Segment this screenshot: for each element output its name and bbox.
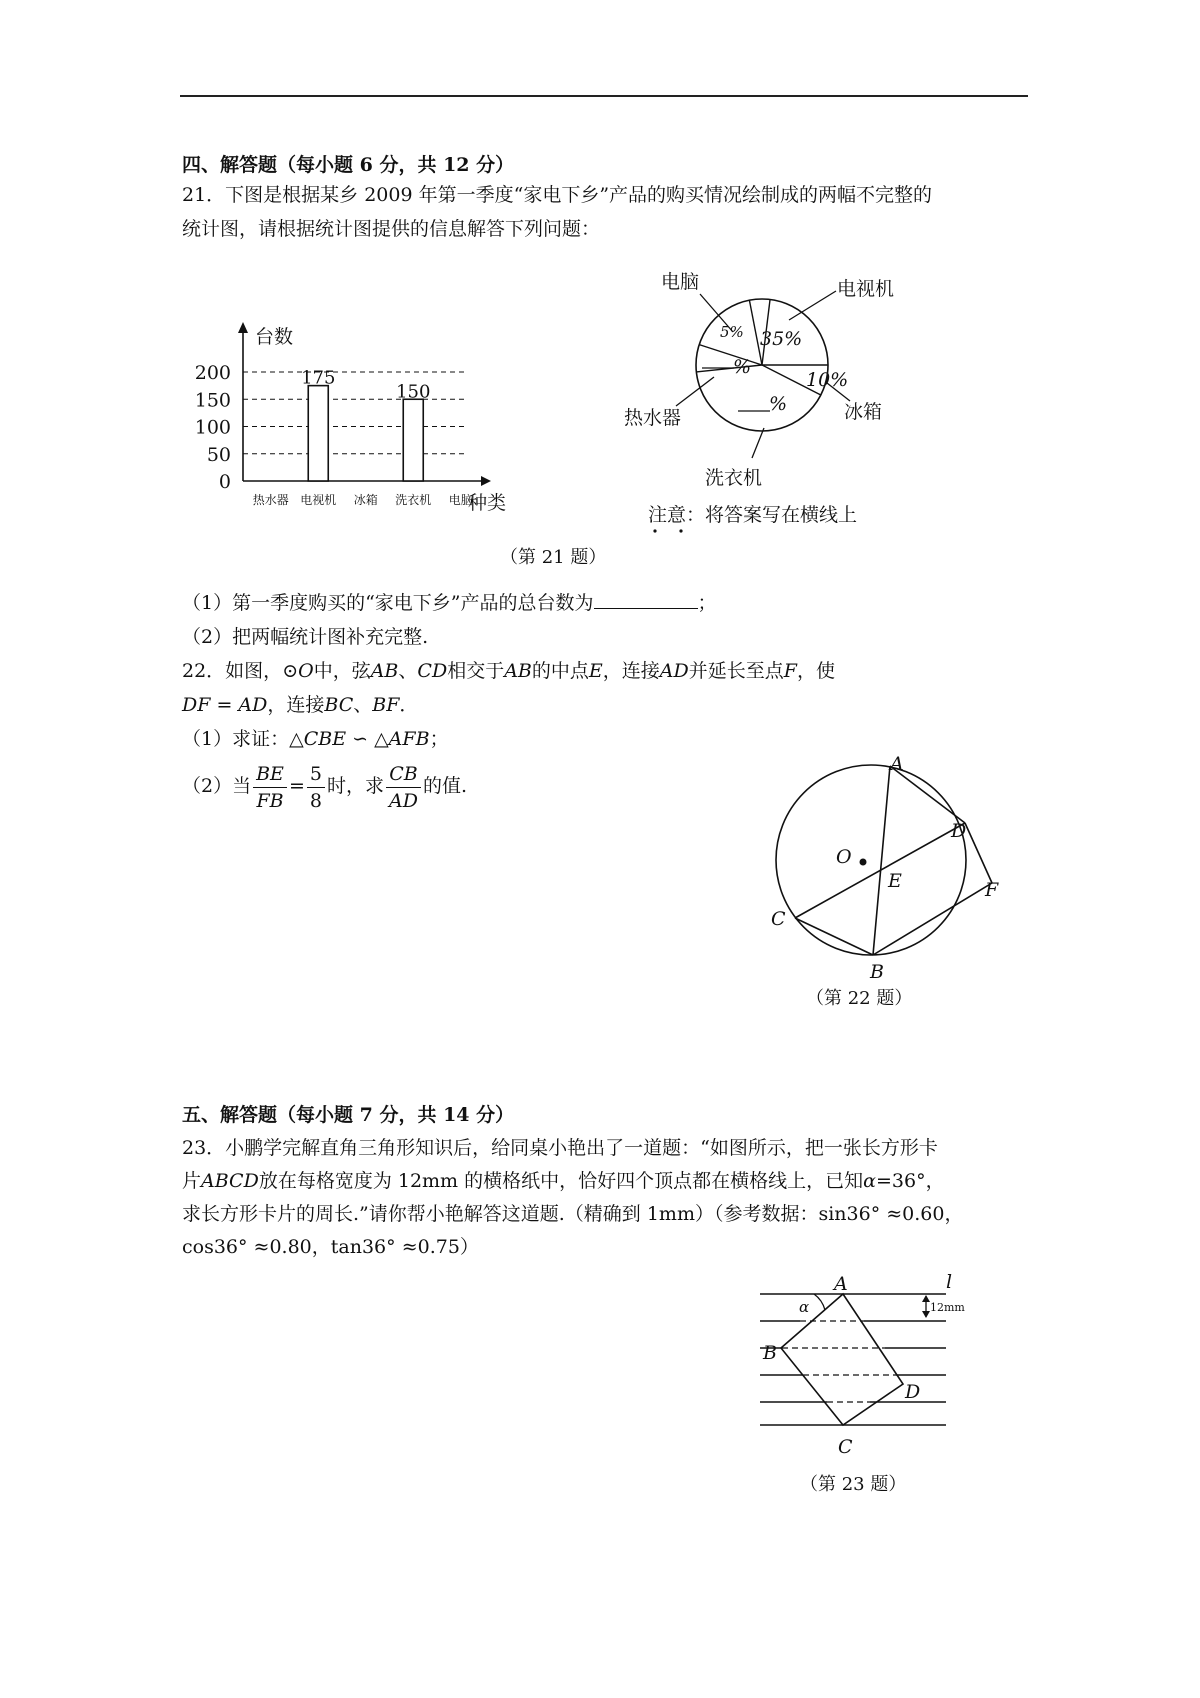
pie-note: 注意：将答案写在横线上 xyxy=(648,504,858,526)
q23-l2c: =36°， xyxy=(875,1170,945,1192)
pie-category-label: 冰箱 xyxy=(844,401,883,423)
q22-s-i: ． xyxy=(399,694,419,716)
q23-caption: （第 23 题） xyxy=(800,1474,907,1495)
x-tick-label: 电脑 xyxy=(448,493,473,507)
q22-s-a: 22．如图， xyxy=(182,660,283,682)
y-tick-label: 150 xyxy=(194,389,231,412)
label-alpha: α xyxy=(799,1298,810,1316)
pie-percent-label: 5% xyxy=(720,323,744,341)
q22-BF: BF xyxy=(372,694,400,716)
q22-caption: （第 22 题） xyxy=(806,988,913,1009)
label-C: C xyxy=(771,908,786,930)
q22-sep2: 、 xyxy=(353,694,373,716)
label-l: l xyxy=(946,1271,953,1293)
frac1-num: BE xyxy=(253,761,287,788)
label-F: F xyxy=(985,879,999,901)
pie-category-label: 热水器 xyxy=(624,407,682,429)
label-O: O xyxy=(836,846,852,868)
q22-s-e: ，连接 xyxy=(602,660,660,682)
q23-line4: cos36° ≈0.80，tan36° ≈0.75） xyxy=(182,1236,479,1258)
arrowhead-up xyxy=(922,1295,930,1302)
q22-s-d: 的中点 xyxy=(531,660,589,682)
pie-category-label: 电视机 xyxy=(837,278,895,300)
label-D23: D xyxy=(905,1381,921,1403)
x-tick-label: 冰箱 xyxy=(353,493,378,507)
label-A23: A xyxy=(834,1273,848,1295)
q23-abcd: ABCD xyxy=(201,1170,259,1192)
x-tick-label: 洗衣机 xyxy=(395,493,432,507)
pie-percent-label: % xyxy=(769,393,788,415)
pie-percent-label: 10% xyxy=(806,369,849,391)
q22-s-f: 并延长至点 xyxy=(688,660,784,682)
q22-part2-b: 时，求 xyxy=(326,775,384,797)
q22-AB2: AB xyxy=(504,660,532,682)
q22-BC: BC xyxy=(324,694,354,716)
pie-percent-label: 35% xyxy=(760,328,803,350)
pie-category-label: 电脑 xyxy=(661,271,700,293)
q23-l2b: 放在每格宽度为 12mm 的横格纸中，恰好四个顶点都在横格线上，已知 xyxy=(258,1170,864,1192)
q21-stem-line1: 21．下图是根据某乡 2009 年第一季度“家电下乡”产品的购买情况绘制成的两幅不完整的 xyxy=(182,184,933,206)
frac2-num: 5 xyxy=(307,761,325,788)
q22-E: E xyxy=(588,660,603,682)
q22-s-b: 中，弦 xyxy=(313,660,371,682)
y-tick-label: 100 xyxy=(194,416,231,439)
y-tick-label: 0 xyxy=(218,471,231,493)
pie-category-label: 洗衣机 xyxy=(705,467,763,489)
arrowhead-down xyxy=(922,1311,930,1318)
x-tick-label: 电视机 xyxy=(300,493,337,507)
label-E: E xyxy=(888,870,902,892)
label-12mm: 12mm xyxy=(930,1301,965,1314)
ruled-paper-lines xyxy=(760,1294,946,1425)
q22-AD: AD xyxy=(659,660,689,682)
q22-s-c: 相交于 xyxy=(447,660,505,682)
q22-CD: CD xyxy=(417,660,448,682)
q22-eq-line: DF = AD xyxy=(182,694,268,716)
x-axis-label: 种类 xyxy=(468,492,507,514)
q22-AB: AB xyxy=(370,660,399,682)
q22-part1-a: （1）求证： xyxy=(182,728,290,750)
q22-circle: ⊙ xyxy=(282,660,299,682)
q22-eq: = xyxy=(288,775,305,797)
q22-part2-a: （2）当 xyxy=(182,775,252,797)
q23-line3: 求长方形卡片的周长.”请你帮小艳解答这道题.（精确到 1mm）（参考数据：sin36° ≈0.60， xyxy=(182,1203,964,1225)
frac3-num: CB xyxy=(386,761,421,788)
angle-alpha-arc xyxy=(814,1294,825,1310)
section-5-heading: 五、解答题（每小题 7 分，共 14 分） xyxy=(182,1104,515,1126)
q21-part2: （2）把两幅统计图补充完整. xyxy=(182,626,429,648)
q21-part1-text: （1）第一季度购买的“家电下乡”产品的总台数为 xyxy=(182,592,594,614)
q23-alpha: α xyxy=(863,1170,876,1192)
q22-part2-c: 的值. xyxy=(422,775,467,797)
q22-O: O xyxy=(298,660,314,682)
label-B: B xyxy=(870,961,884,983)
label-D: D xyxy=(951,820,967,842)
q23-line1: 23．小鹏学完解直角三角形知识后，给同桌小艳出了一道题：“如图所示，把一张长方形卡 xyxy=(182,1137,938,1159)
y-axis-label: 台数 xyxy=(255,326,294,348)
y-tick-label: 50 xyxy=(206,443,231,466)
q21-stem-line2: 统计图，请根据统计图提供的信息解答下列问题： xyxy=(182,218,601,240)
q22-part1-b: ； xyxy=(429,728,449,750)
frac1-den: FB xyxy=(256,789,284,812)
q22-sep1: 、 xyxy=(398,660,418,682)
bar-value-label: 150 xyxy=(396,381,431,403)
q22-part1-math: △CBE ∽ △AFB xyxy=(289,728,430,750)
section-4-heading: 四、解答题（每小题 6 分，共 12 分） xyxy=(182,154,515,176)
bar-value-label: 175 xyxy=(301,367,336,389)
q21-caption: （第 21 题） xyxy=(500,547,607,568)
q22-F: F xyxy=(783,660,797,682)
q22-s-g: ，使 xyxy=(796,660,835,682)
q22-s-h: ，连接 xyxy=(267,694,325,716)
pie-percent-label: % xyxy=(733,356,752,378)
y-tick-label: 200 xyxy=(194,362,231,384)
label-C23: C xyxy=(838,1436,853,1458)
label-B23: B xyxy=(763,1342,777,1364)
q23-l2a: 片 xyxy=(182,1170,202,1192)
x-tick-label: 热水器 xyxy=(252,493,289,507)
frac3-den: AD xyxy=(388,789,418,812)
frac2-den: 8 xyxy=(309,789,322,812)
q21-part1-end: ； xyxy=(697,592,717,614)
label-A: A xyxy=(890,753,904,775)
